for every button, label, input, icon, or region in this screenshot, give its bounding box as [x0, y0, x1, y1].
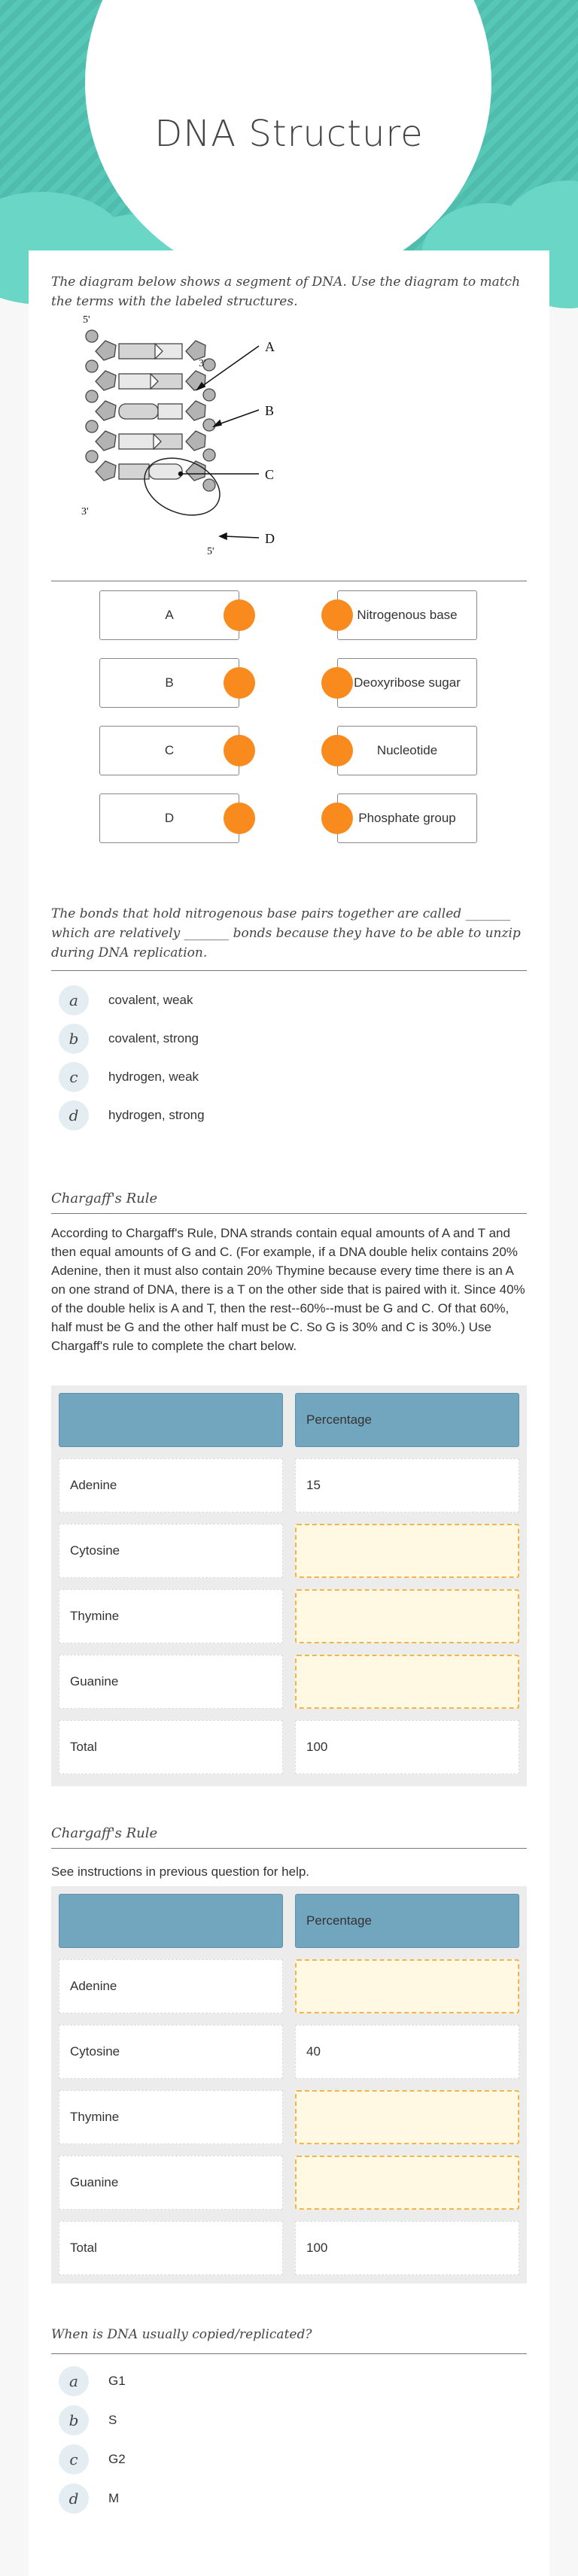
table-header-cell: Percentage [295, 1393, 519, 1447]
match-connector-dot[interactable] [224, 599, 255, 631]
q5-option[interactable] [59, 2366, 126, 2396]
option-text: G2 [108, 2452, 126, 2466]
table-answer-input[interactable] [295, 1959, 519, 2013]
option-letter: c [59, 1062, 89, 1092]
table-row-label: Total [59, 1720, 283, 1774]
sugar-pentagon [96, 431, 116, 451]
q3-table-total [51, 1719, 527, 1786]
phosphate-circle [86, 451, 98, 463]
divider [51, 1213, 527, 1214]
base-rect [154, 434, 182, 449]
table-answer-input[interactable] [295, 2156, 519, 2210]
option-letter: d [59, 2483, 89, 2514]
base-rect [155, 344, 182, 359]
table-row-label: Thymine [59, 2090, 283, 2144]
base-rect [119, 374, 151, 389]
base-rect [151, 374, 182, 389]
divider [51, 970, 527, 971]
table-answer-input[interactable] [295, 2090, 519, 2144]
sugar-pentagon [186, 401, 205, 420]
q2-option[interactable] [59, 1062, 199, 1092]
table-row-label: Adenine [59, 1959, 283, 2013]
phosphate-circle [203, 389, 215, 401]
q5-prompt: When is DNA usually copied/replicated? [51, 2327, 312, 2342]
q4-table [51, 1886, 527, 2283]
base-rect [119, 344, 155, 359]
base-rect [158, 404, 182, 419]
q3-heading: Chargaff's Rule [51, 1191, 158, 1206]
match-right-item[interactable]: Phosphate group [337, 793, 477, 843]
table-row-label: Guanine [59, 1655, 283, 1709]
base-rect [119, 404, 158, 419]
table-row-value: 15 [295, 1458, 519, 1513]
phosphate-circle [86, 360, 98, 372]
dna-diagram [75, 312, 286, 564]
divider [51, 2353, 527, 2354]
option-letter: b [59, 1024, 89, 1054]
divider [51, 1848, 527, 1849]
match-connector-dot[interactable] [321, 803, 353, 834]
q5-option[interactable] [59, 2483, 119, 2514]
option-text: S [108, 2413, 117, 2427]
header-banner [0, 0, 578, 271]
match-left-item[interactable]: C [99, 726, 239, 775]
table-row-value: 100 [295, 1720, 519, 1774]
table-header-cell: Percentage [295, 1894, 519, 1948]
phosphate-circle [86, 390, 98, 402]
q2-option[interactable] [59, 1024, 199, 1054]
option-letter: c [59, 2444, 89, 2474]
q3-instructions: According to Chargaff's Rule, DNA strands contain equal amounts of A and T and then equal amounts of G and C. (For example, if a DNA double helix contains 20% Adenine, then it must also contain 20% Thymine because every time there is an A on one strand of DNA, there is a T on the other side that is paired with it. Since 40% of the double helix is A and T, then the rest--60%--must be G and C. Of that 60%, half must be G and the other half must be C. So G is 30% and C is 30%.) Use Chargaff's rule to complete the chart below. [51, 1226, 525, 1353]
phosphate-circle [203, 419, 215, 431]
q5-option[interactable] [59, 2405, 117, 2435]
diagram-label-5prime-top: 5' [83, 314, 90, 326]
leader-line-b [217, 410, 259, 425]
q1-prompt: The diagram below shows a segment of DNA. Use the diagram to match the terms with the labeled structures. [51, 275, 521, 309]
option-text: covalent, weak [108, 993, 193, 1007]
option-letter: d [59, 1100, 89, 1130]
option-text: covalent, strong [108, 1031, 199, 1045]
table-row-label: Cytosine [59, 2025, 283, 2079]
match-connector-dot[interactable] [321, 667, 353, 699]
match-left-item[interactable]: D [99, 793, 239, 843]
match-connector-dot[interactable] [224, 667, 255, 699]
match-right-item[interactable]: Nucleotide [337, 726, 477, 775]
match-connector-dot[interactable] [321, 735, 353, 766]
diagram-label-3prime-top: 3' [199, 358, 206, 369]
q3-table [51, 1385, 527, 1731]
phosphate-circle [203, 449, 215, 461]
option-text: M [108, 2491, 120, 2505]
option-text: hydrogen, strong [108, 1108, 205, 1122]
diagram-label-b: B [265, 403, 275, 418]
q2-option[interactable] [59, 1100, 205, 1130]
phosphate-circle [86, 330, 98, 342]
phosphate-circle [86, 420, 98, 432]
option-letter: a [59, 985, 89, 1015]
option-letter: b [59, 2405, 89, 2435]
table-row-label: Cytosine [59, 1524, 283, 1578]
table-header-cell [59, 1894, 283, 1948]
q2-option[interactable] [59, 985, 193, 1015]
phosphate-circle [203, 479, 215, 491]
table-answer-input[interactable] [295, 1589, 519, 1643]
diagram-label-c: C [265, 467, 275, 482]
table-row-value: 100 [295, 2221, 519, 2275]
option-text: hydrogen, weak [108, 1070, 199, 1084]
sugar-pentagon [186, 431, 205, 451]
q4-heading: Chargaff's Rule [51, 1825, 158, 1841]
diagram-label-5prime-bottom: 5' [207, 546, 214, 557]
match-connector-dot[interactable] [224, 803, 255, 834]
sugar-pentagon [96, 371, 116, 390]
table-row-label: Guanine [59, 2156, 283, 2210]
match-connector-dot[interactable] [321, 599, 353, 631]
table-row-label: Adenine [59, 1458, 283, 1513]
match-right-item[interactable]: Nitrogenous base [337, 590, 477, 640]
table-answer-input[interactable] [295, 1524, 519, 1578]
table-row-label: Total [59, 2221, 283, 2275]
match-left-item[interactable]: A [99, 590, 239, 640]
match-left-item[interactable]: B [99, 658, 239, 708]
option-text: G1 [108, 2374, 126, 2388]
table-answer-input[interactable] [295, 1655, 519, 1709]
q2-prompt: The bonds that hold nitrogenous base pairs together are called _______ which are relatively _______ bonds because they have to be able to unzip during DNA replication. [51, 906, 521, 960]
table-row-value: 40 [295, 2025, 519, 2079]
diagram-label-3prime-bottom: 3' [81, 506, 89, 517]
sugar-pentagon [96, 401, 116, 420]
sugar-pentagon [96, 461, 116, 481]
table-row-label: Thymine [59, 1589, 283, 1643]
table-header-cell [59, 1393, 283, 1447]
match-right-item[interactable]: Deoxyribose sugar [337, 658, 477, 708]
page-title: DNA Structure [154, 113, 424, 155]
leader-line-d [224, 536, 259, 538]
q5-option[interactable] [59, 2444, 126, 2474]
diagram-label-d: D [265, 531, 275, 546]
option-letter: a [59, 2366, 89, 2396]
sugar-pentagon [96, 341, 116, 360]
diagram-label-a: A [265, 339, 275, 354]
match-connector-dot[interactable] [224, 735, 255, 766]
base-rect [119, 434, 154, 449]
q4-instructions: See instructions in previous question for help. [51, 1864, 310, 1879]
base-rect [149, 464, 182, 479]
